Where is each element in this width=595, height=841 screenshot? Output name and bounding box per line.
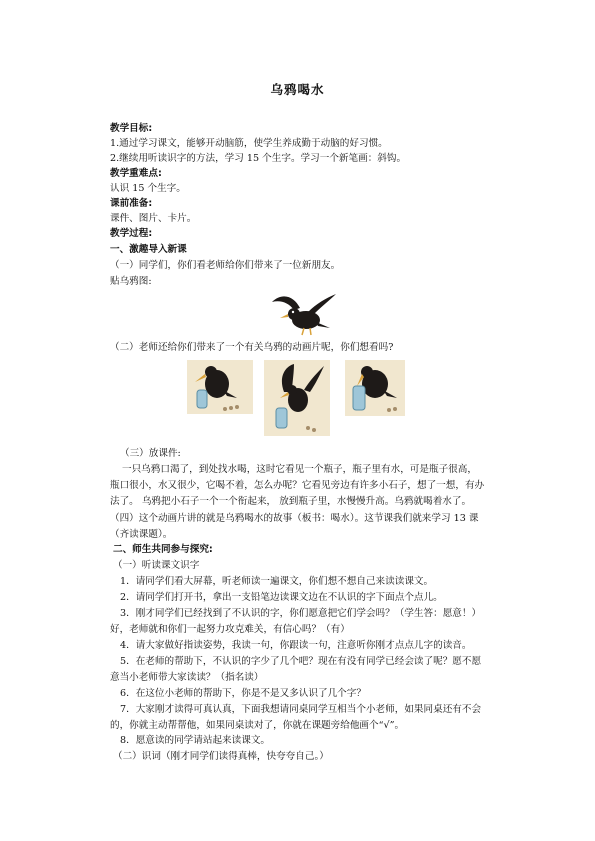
prep-heading: 课前准备: (110, 198, 153, 209)
s1-four-line: （齐读课题）。 (110, 529, 173, 540)
s2-sub1: （一）听读课文识字 (113, 560, 200, 571)
section1-heading: 一、激趣导入新课 (110, 244, 187, 255)
s1-line3: （二）老师还给你们带来了一个有关乌鸦的动画片呢，你们想看吗? (110, 342, 394, 353)
crow-panel-3 (345, 360, 405, 416)
story-paragraph (110, 462, 500, 510)
crow-panel-2 (264, 360, 330, 436)
s2-item4: 4．请大家做好指读姿势，我读一句，你跟读一句，注意听你刚才点点儿字的读音。 (120, 640, 472, 651)
page-title: 乌鸦喝水 (270, 82, 325, 97)
s2-item6: 6．在这位小老师的帮助下，你是不是又多认识了几个字？ (120, 688, 366, 699)
s2-item7-line: 7．大家刚才读得可真认真，下面我想请同桌同学互相当个小老师，如果同桌还有不会 (120, 704, 482, 715)
s2-item3-line: 好，老师就和你们一起努力攻克难关，有信心吗？（有） (110, 624, 350, 635)
story-line: 瓶口很小，水又很少，它喝不着，怎么办呢？它看见旁边有许多小石子，想了一想，有办 (110, 480, 485, 491)
s1-line1: （一）同学们，你们看老师给你们带来了一位新朋友。 (110, 260, 341, 271)
key-text: 认识 15 个生字。 (110, 183, 186, 194)
s2-item7 (110, 702, 505, 734)
s2-item1: 1．请同学们看大屏幕，听老师读一遍课文，你们想不想自己来读读课文。 (120, 576, 434, 587)
crow-panel-1 (187, 360, 253, 414)
prep-text: 课件、图片、卡片。 (110, 213, 197, 224)
s1-four-line: （四）这个动画片讲的就是乌鸦喝水的故事（板书：喝水）。这节课我们就来学习 13 课 (110, 513, 479, 524)
story-line: 法了。 乌鸦把小石子一个一个衔起来， 放到瓶子里，水慢慢升高。乌鸦就喝着水了。 (110, 496, 472, 507)
objectives-heading: 教学目标: (110, 123, 153, 134)
s2-item3-line: 3．刚才同学们已经找到了不认识的字，你们愿意把它们学会吗？（学生答：愿意！） (120, 608, 482, 619)
s2-item5 (110, 654, 505, 686)
process-heading: 教学过程: (110, 228, 153, 239)
story-line: 一只乌鸦口渴了，到处找水喝，这时它看见一个瓶子，瓶子里有水，可是瓶子很高， (122, 464, 477, 475)
s1-line2: 贴乌鸦图: (110, 276, 152, 287)
crow-image (264, 288, 344, 338)
s2-sub2: （二）识词（刚才同学们读得真棒，快夸夸自己。） (113, 751, 329, 762)
key-heading: 教学重难点: (110, 168, 162, 179)
s2-item2: 2．请同学们打开书，拿出一支铅笔边读课文边在不认识的字下面点个点儿。 (120, 592, 443, 603)
section2-heading: 二、师生共同参与探究: (113, 544, 213, 555)
s1-line4: （三）放课件: (120, 448, 181, 459)
s2-item8: 8．愿意读的同学请站起来读课文。 (120, 735, 271, 746)
s2-item5-line: 意当小老师带大家读读？（指名读） (110, 672, 264, 683)
s1-four-paragraph (110, 511, 505, 543)
s2-item5-line: 5．在老师的帮助下，不认识的字少了几个吧？现在有没有同学已经会读了呢？愿不愿 (120, 656, 482, 667)
s2-item7-line: 的，你就主动帮帮他，如果同桌读对了，你就在课题旁给他画个“√”。 (110, 720, 405, 731)
objective-2: 2.继续用听读识字的方法，学习 15 个生字。学习一个新笔画：斜钩。 (110, 153, 407, 164)
objective-1: 1.通过学习课文，能够开动脑筋，使学生养成勤于动脑的好习惯。 (110, 138, 388, 149)
s2-item3 (110, 606, 505, 638)
